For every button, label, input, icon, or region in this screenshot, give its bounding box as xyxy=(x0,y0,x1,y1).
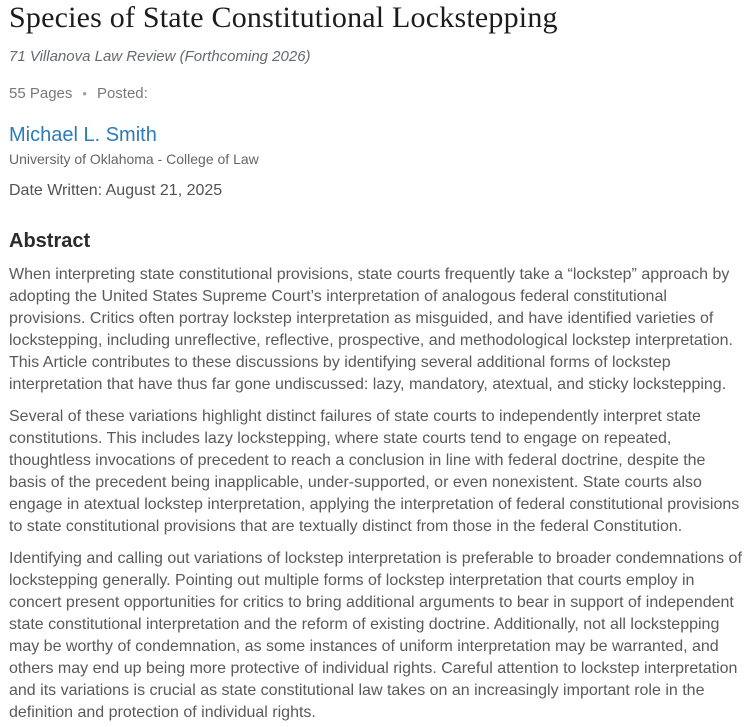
abstract-paragraph-3: Identifying and calling out variations of lockstep interpretation is preferable to broader condemnations of lockstepping generally. Pointing out multiple forms of lockstep interpretation that courts employ in concert present opportunities for critics to bring additional arguments to bear in support of independent state constitutional interpretation and the reform of existing doctrine. Additionally, not all lockstepping may be worthy of condemnation, as some instances of uniform interpretation may be warranted, and others may end up being more protective of individual rights. Careful attention to lockstep interpretation and its variations is crucial as state constitutional law takes on an increasingly important role in the definition and protection of individual rights. xyxy=(9,550,742,721)
dot-separator-icon: • xyxy=(82,86,87,101)
abstract-heading: Abstract xyxy=(9,230,91,252)
abstract-paragraph-2: Several of these variations highlight distinct failures of state courts to independently interpret state constitutions. This includes lazy lockstepping, where state courts tend to engage on repeated, thoughtless invocations of precedent to reach a conclusion in line with federal doctrine, despite the basis of the precedent being inapplicable, under-supported, or even nonexistent. State courts also engage in atextual lockstep interpretation, applying the interpretation of federal constitutional provisions to state constitutional provisions that are textually distinct from those in the federal Constitution. xyxy=(9,408,740,535)
author-link[interactable]: Michael L. Smith xyxy=(9,124,157,146)
pages-count: 55 Pages xyxy=(9,85,73,102)
meta-row xyxy=(9,84,747,104)
abstract-paragraph-1: When interpreting state constitutional provisions, state courts frequently take a “lockstep” approach by adopting the United States Supreme Court’s interpretation of analogous federal constitutional provisions. Critics often portray lockstep interpretation as misguided, and have identified varieties of lockstepping, including unreflective, reflective, prospective, and methodological lockstep interpretation. This Article contributes to these discussions by identifying several additional forms of lockstep interpretation that have thus far gone undiscussed: lazy, mandatory, atextual, and sticky lockstepping. xyxy=(9,266,733,393)
date-written: Date Written: August 21, 2025 xyxy=(9,182,223,199)
journal-reference: 71 Villanova Law Review (Forthcoming 2026) xyxy=(9,48,311,65)
author-affiliation: University of Oklahoma - College of Law xyxy=(9,151,259,167)
paper-title: Species of State Constitutional Lockstepping xyxy=(9,1,558,34)
posted-label: Posted: xyxy=(96,85,148,102)
